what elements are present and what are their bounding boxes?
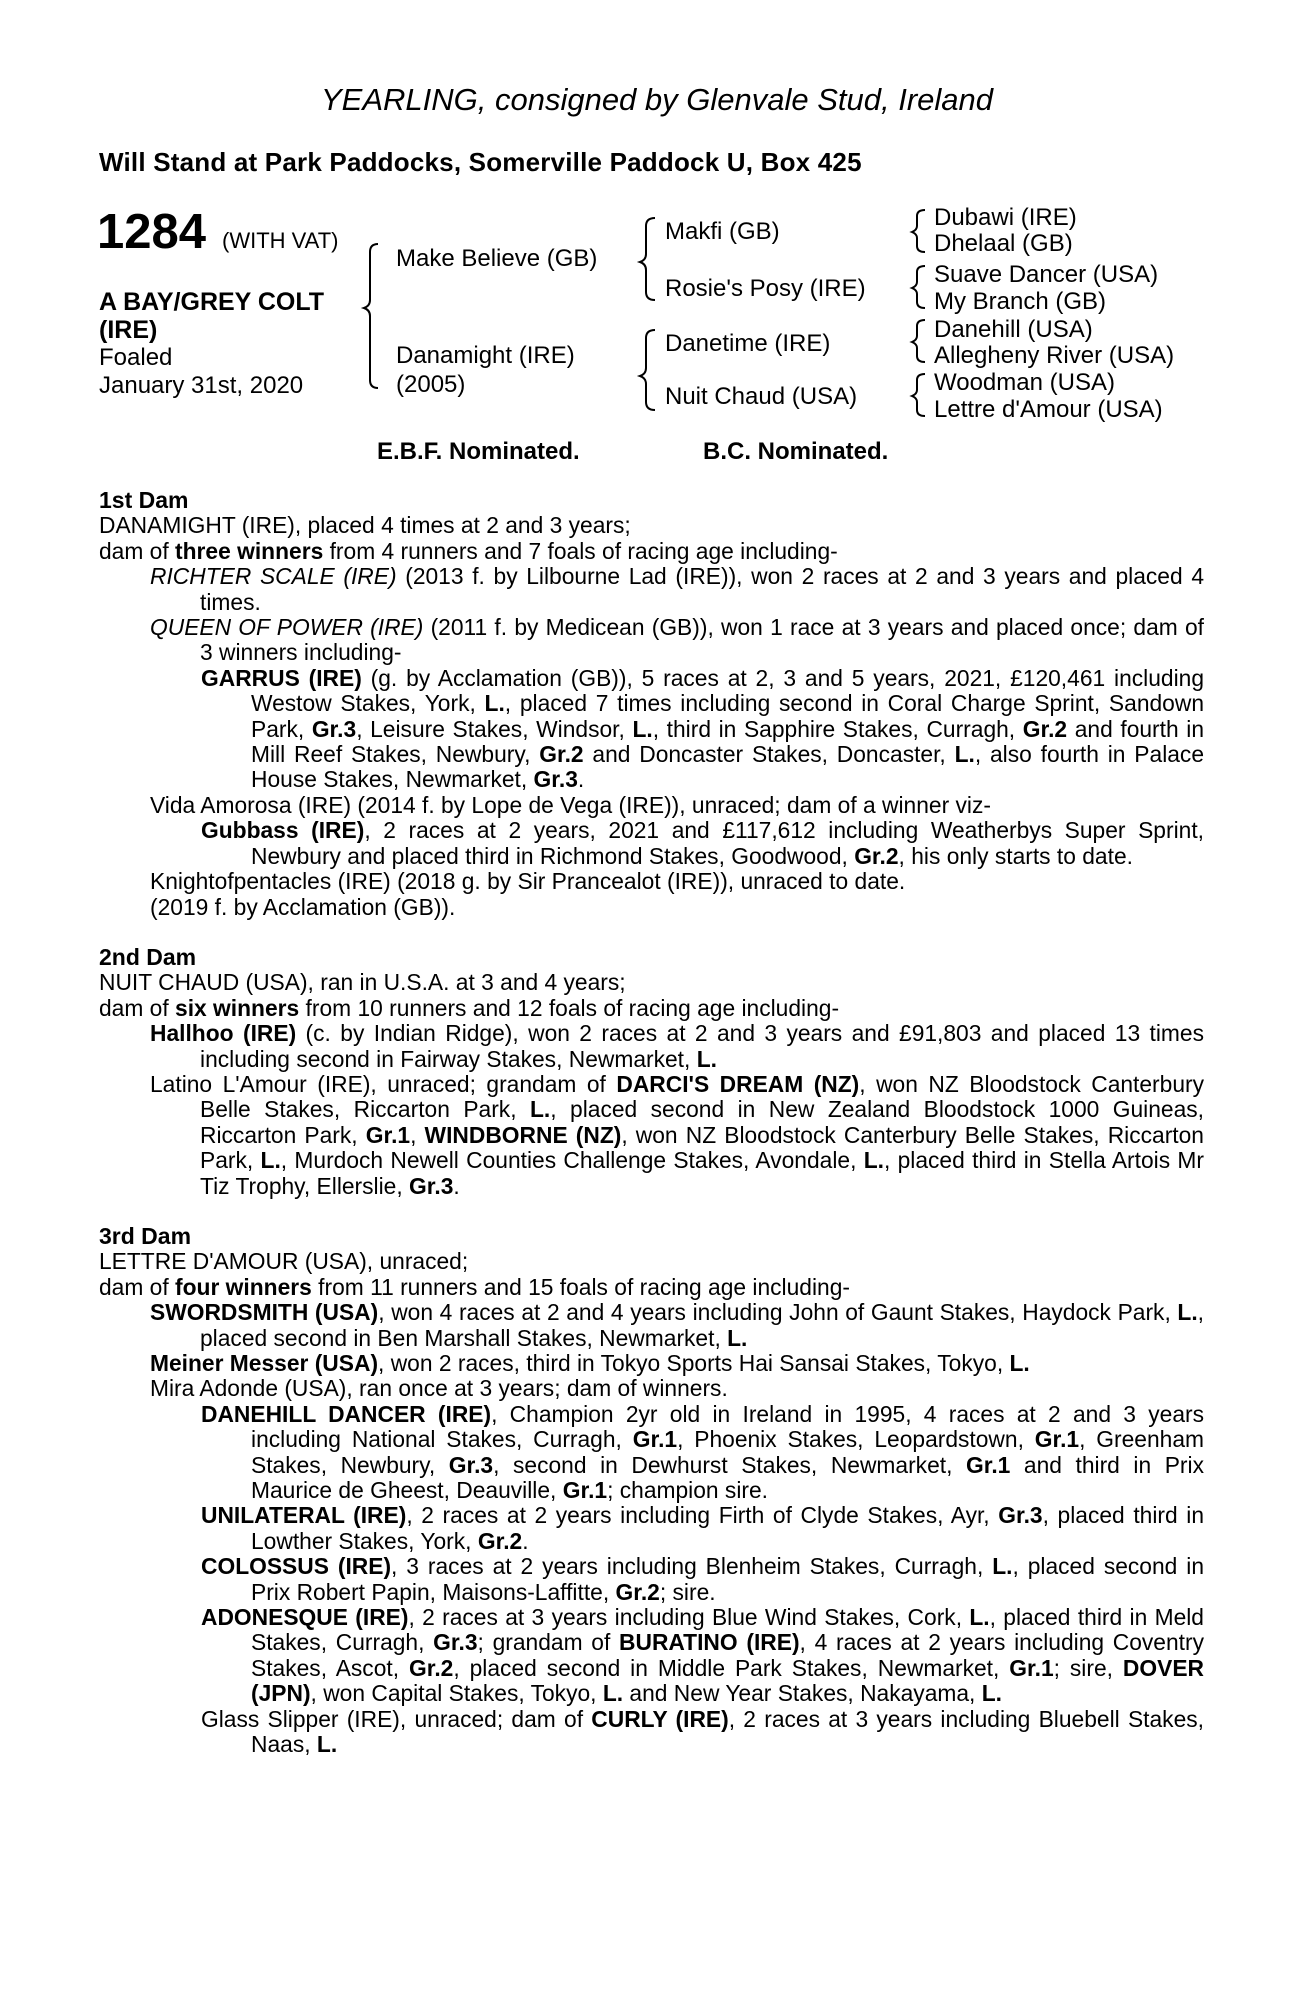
gen3-ancestor: Danehill (USA) [934, 316, 1093, 343]
gen3-ancestor: Suave Dancer (USA) [934, 261, 1159, 288]
third-dam-summary: LETTRE D'AMOUR (USA), unraced; [99, 1248, 469, 1275]
horse-description-line1: A BAY/GREY COLT [99, 288, 325, 316]
produce-entry: Mira Adonde (USA), ran once at 3 years; dam of winners. [150, 1375, 728, 1402]
bracket-gen3-2 [912, 266, 925, 308]
horse-description-line2: (IRE) [99, 316, 158, 344]
catalogue-body [99, 488, 1204, 1758]
lot-number: 1284 [97, 205, 207, 259]
bracket-sire-dam [364, 244, 378, 388]
gen3-ancestor: Lettre d'Amour (USA) [934, 396, 1163, 423]
second-dam-heading: 2nd Dam [99, 943, 197, 970]
produce-entry: ADONESQUE (IRE), 2 races at 3 years including Blue Wind Stakes, Cork, L., placed third in Meld Stakes, Curragh, Gr.3; grandam of BURATINO (IRE), 4 races at 2 years including Coventry Stakes, Ascot, Gr.2, placed second in Middle Park Stakes, Newmarket, Gr.1; sire, DOVER (JPN), won Capital Stakes, Tokyo, L. and New Year Stakes, Nakayama, L. [201, 1604, 1204, 1707]
first-dam-produce-line: dam of three winners from 4 runners and 7 foals of racing age including- [99, 537, 838, 564]
produce-entry: Gubbass (IRE), 2 races at 2 years, 2021 and £117,612 including Weatherbys Super Sprint, Newbury and placed third in Richmond Stakes, Goodwood, Gr.2, his only starts to date. [201, 817, 1204, 869]
second-dam-summary: NUIT CHAUD (USA), ran in U.S.A. at 3 and 4 years; [99, 969, 626, 996]
bracket-dam-parents [640, 330, 655, 410]
third-dam-heading: 3rd Dam [99, 1222, 192, 1249]
second-dam-produce-line: dam of six winners from 10 runners and 12 foals of racing age including- [99, 994, 840, 1021]
produce-entry: Glass Slipper (IRE), unraced; dam of CURLY (IRE), 2 races at 3 years including Bluebell Stakes, Naas, L. [201, 1705, 1204, 1758]
gen3-ancestor: Allegheny River (USA) [934, 342, 1175, 369]
produce-entry: RICHTER SCALE (IRE) (2013 f. by Lilbourne Lad (IRE)), won 2 races at 2 and 3 years and placed 4 times. [150, 563, 1204, 615]
dam-name: Danamight (IRE) [396, 342, 575, 369]
produce-entry: GARRUS (IRE) (g. by Acclamation (GB)), 5 races at 2, 3 and 5 years, 2021, £120,461 including Westow Stakes, York, L., placed 7 times including second in Coral Charge Sprint, Sandown Park, Gr.3, Leisure Stakes, Windsor, L., third in Sapphire Stakes, Curragh, Gr.2 and fourth in Mill Reef Stakes, Newbury, Gr.2 and Doncaster Stakes, Doncaster, L., also fourth in Palace House Stakes, Newmarket, Gr.3. [201, 664, 1205, 793]
stand-location: Will Stand at Park Paddocks, Somerville Paddock U, Box 425 [99, 147, 862, 177]
produce-entry: DANEHILL DANCER (IRE), Champion 2yr old in Ireland in 1995, 4 races at 2 and 3 years including National Stakes, Curragh, Gr.1, Phoenix Stakes, Leopardstown, Gr.1, Greenham Stakes, Newbury, Gr.3, second in Dewhurst Stakes, Newmarket, Gr.1 and third in Prix Maurice de Gheest, Deauville, Gr.1; champion sire. [201, 1400, 1204, 1504]
dam-year: (2005) [396, 371, 466, 398]
bracket-gen3-4 [912, 374, 925, 416]
dam-sire-name: Danetime (IRE) [665, 330, 831, 357]
gen3-ancestor: Woodman (USA) [934, 369, 1115, 396]
vat-note: (WITH VAT) [222, 228, 339, 253]
catalogue-title: YEARLING, consigned by Glenvale Stud, Ireland [320, 82, 994, 117]
first-dam-heading: 1st Dam [99, 487, 189, 513]
sire-sire-name: Makfi (GB) [665, 218, 780, 245]
first-dam-summary: DANAMIGHT (IRE), placed 4 times at 2 and 3 years; [99, 512, 631, 539]
sire-name: Make Believe (GB) [396, 245, 598, 272]
third-dam-produce-line: dam of four winners from 11 runners and 15 foals of racing age including- [99, 1273, 850, 1300]
foaled-date: January 31st, 2020 [99, 372, 304, 399]
produce-entry: (2019 f. by Acclamation (GB)). [150, 893, 456, 920]
produce-entry: QUEEN OF POWER (IRE) (2011 f. by Medicean (GB)), won 1 race at 3 years and placed once; dam of 3 winners including- [150, 614, 1205, 666]
sire-dam-name: Rosie's Posy (IRE) [665, 275, 866, 302]
gen3-ancestor: Dubawi (IRE) [934, 204, 1077, 231]
gen3-ancestor: My Branch (GB) [934, 288, 1107, 315]
bracket-gen3-1 [912, 210, 925, 252]
bc-nomination: B.C. Nominated. [703, 438, 889, 465]
gen3-ancestor: Dhelaal (GB) [934, 230, 1073, 257]
produce-entry: SWORDSMITH (USA), won 4 races at 2 and 4 years including John of Gaunt Stakes, Haydock Park, L., placed second in Ben Marshall Stakes, Newmarket, L. [150, 1299, 1205, 1351]
produce-entry: Hallhoo (IRE) (c. by Indian Ridge), won 2 races at 2 and 3 years and £91,803 and placed 13 times including second in Fairway Stakes, Newmarket, L. [150, 1020, 1204, 1072]
produce-entry: Meiner Messer (USA), won 2 races, third in Tokyo Sports Hai Sansai Stakes, Tokyo, L. [150, 1350, 1030, 1376]
produce-entry: Latino L'Amour (IRE), unraced; grandam of DARCI'S DREAM (NZ), won NZ Bloodstock Canterbury Belle Stakes, Riccarton Park, L., placed second in New Zealand Bloodstock 1000 Guineas, Riccarton Park, Gr.1, WINDBORNE (NZ), won NZ Bloodstock Canterbury Belle Stakes, Riccarton Park, L., Murdoch Newell Counties Challenge Stakes, Avondale, L., placed third in Stella Artois Mr Tiz Trophy, Ellerslie, Gr.3. [150, 1070, 1205, 1199]
produce-entry: Vida Amorosa (IRE) (2014 f. by Lope de Vega (IRE)), unraced; dam of a winner viz- [150, 791, 991, 818]
foaled-label: Foaled [99, 344, 173, 371]
ebf-nomination: E.B.F. Nominated. [377, 438, 580, 465]
bracket-sire-parents [640, 218, 655, 300]
produce-entry: UNILATERAL (IRE), 2 races at 2 years including Firth of Clyde Stakes, Ayr, Gr.3, placed third in Lowther Stakes, York, Gr.2. [201, 1502, 1205, 1554]
produce-entry: Knightofpentacles (IRE) (2018 g. by Sir Prancealot (IRE)), unraced to date. [150, 868, 906, 895]
bracket-gen3-3 [912, 320, 925, 362]
produce-entry: COLOSSUS (IRE), 3 races at 2 years including Blenheim Stakes, Curragh, L., placed second in Prix Robert Papin, Maisons-Laffitte, Gr.2; sire. [201, 1553, 1204, 1605]
dam-dam-name: Nuit Chaud (USA) [665, 383, 858, 410]
